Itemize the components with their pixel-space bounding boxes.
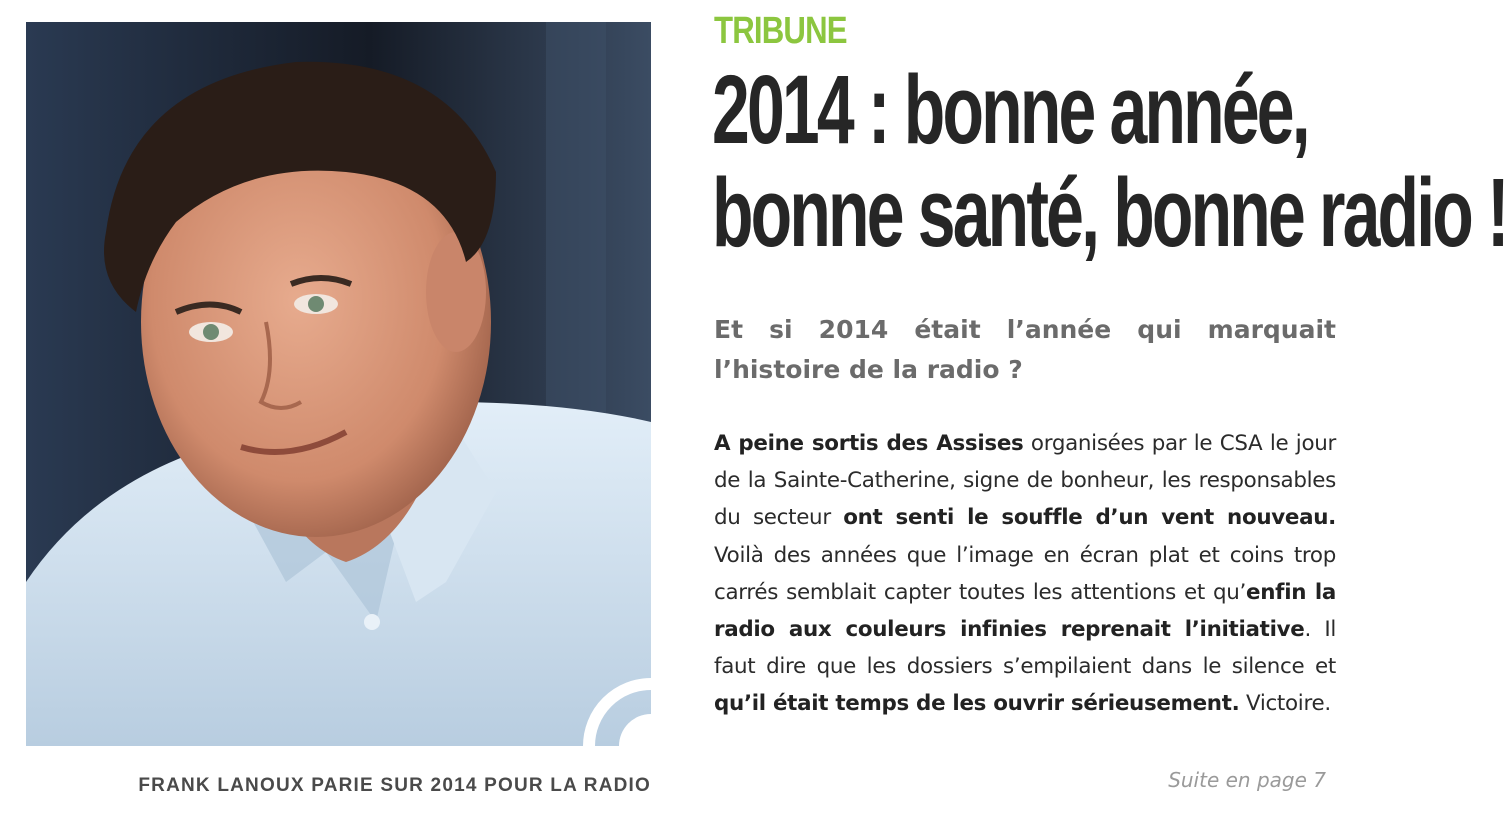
body-text-run: . Il faut dire que les dossiers s’empilaient dans le silence et — [714, 617, 1336, 680]
headline-line-2: bonne santé, bonne radio ! — [712, 158, 1507, 267]
body-text-run: Voilà des années que l’image en écran plat et coins trop carrés semblait capter toutes les attentions et qu’ — [714, 542, 1336, 605]
continued-note: Suite en page 7 — [1168, 768, 1326, 792]
headline-line-1: 2014 : bonne année, — [712, 55, 1308, 164]
headline — [712, 55, 1507, 267]
subheadline: Et si 2014 était l’année qui marquait l’histoire de la radio ? — [714, 315, 1336, 384]
body-text-run: organisées par le CSA le jour de la Sainte-Catherine, signe de bonheur, les responsables du secteur — [714, 431, 1336, 531]
body-emphasis: A peine sortis des Assises — [714, 431, 1024, 456]
body-emphasis: qu’il était temps de les ouvrir sérieusement. — [714, 691, 1240, 717]
body-text-run: Victoire. — [1239, 691, 1331, 717]
photo-caption: FRANK LANOUX PARIE SUR 2014 POUR LA RADIO — [138, 775, 651, 796]
portrait-photo — [26, 22, 651, 746]
body-emphasis: ont senti le souffle d’un vent nouveau. — [843, 505, 1337, 531]
article-body — [714, 425, 1336, 723]
portrait-illustration — [26, 22, 651, 746]
body-emphasis: enfin la radio aux couleurs infinies reprenait l’initiative — [714, 579, 1337, 643]
section-kicker: TRIBUNE — [714, 10, 847, 52]
